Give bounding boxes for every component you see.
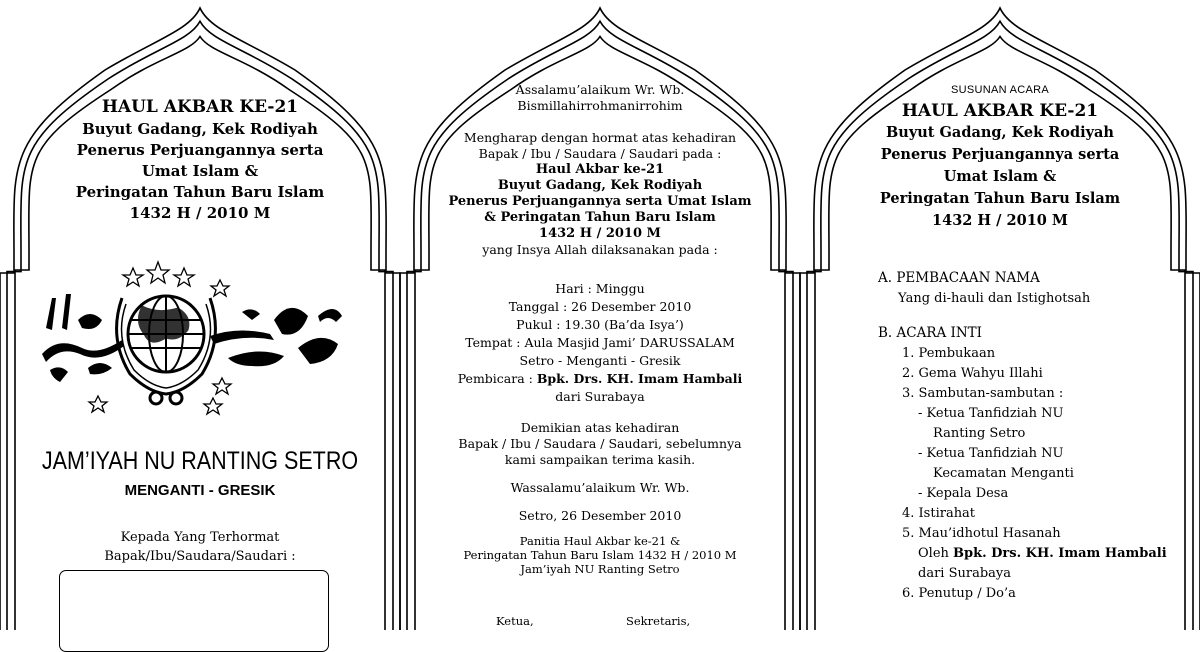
star-icon [174, 268, 194, 286]
organization-name: JAM’IYAH NU RANTING SETRO [41, 447, 359, 475]
cover-line: Penerus Perjuangannya serta [76, 141, 324, 159]
agenda-title: HAUL AKBAR KE-21 [901, 101, 1099, 121]
star-icon [204, 398, 222, 414]
greeting: Assalamu’alaikum Wr. Wb. [515, 82, 685, 97]
star-icon [213, 378, 231, 394]
cover-line: Umat Islam & [141, 162, 259, 180]
agenda-label: SUSUNAN ACARA [950, 84, 1050, 96]
agenda-item: 5. Mau’idhotul Hasanah [902, 526, 1061, 541]
star-icon [123, 268, 143, 286]
sign-chairman: Ketua, [496, 614, 534, 628]
agenda-panel [800, 0, 1200, 630]
star-icon [211, 280, 229, 296]
event-line: Penerus Perjuangannya serta Umat Islam [448, 194, 752, 209]
agenda-title-line: Umat Islam & [943, 168, 1057, 185]
section-a-description: Yang di-hauli dan Istighotsah [898, 291, 1091, 306]
nu-emblem-logo [38, 258, 348, 418]
organization-location: MENGANTI - GRESIK [124, 482, 276, 499]
agenda-item: 3. Sambutan-sambutan : [902, 386, 1064, 401]
agenda-speaker [878, 544, 1167, 564]
star-icon [147, 262, 169, 283]
agenda-subitem-cont: Kecamatan Menganti [933, 466, 1074, 481]
sign-secretary: Sekretaris, [626, 614, 691, 628]
agenda-item: 1. Pembukaan [902, 346, 996, 361]
agenda-title-line: 1432 H / 2010 M [932, 212, 1068, 229]
agenda-item: 2. Gema Wahyu Illahi [902, 366, 1043, 381]
event-line: Buyut Gadang, Kek Rodiyah [497, 178, 703, 193]
event-day: Hari : Minggu [555, 281, 645, 296]
address-box [59, 570, 329, 652]
agenda-title-line: Penerus Perjuangannya serta [880, 146, 1120, 163]
intro-line: Mengharap dengan hormat atas kehadiran [463, 130, 737, 145]
event-time: Pukul : 19.30 (Ba’da Isya’) [516, 317, 684, 332]
committee-line: Peringatan Tahun Baru Islam 1432 H / 2010 M [463, 548, 737, 562]
place-date: Setro, 26 Desember 2010 [518, 508, 682, 523]
cover-title: HAUL AKBAR KE-21 [101, 97, 299, 117]
event-line: 1432 H / 2010 M [539, 226, 661, 241]
organization-block [0, 447, 400, 499]
speaker-name: Bpk. Drs. KH. Imam Hambali [536, 371, 743, 386]
agenda-title-line: Peringatan Tahun Baru Islam [879, 190, 1121, 207]
wassalam: Wassalamu’alaikum Wr. Wb. [510, 480, 690, 495]
cover-panel [0, 0, 400, 630]
recipient-block [0, 528, 400, 566]
speaker-from: dari Surabaya [918, 566, 1011, 581]
agenda-subitem: - Ketua Tanfidziah NU [918, 406, 1064, 421]
event-line: & Peringatan Tahun Baru Islam [484, 210, 716, 225]
event-place: Tempat : Aula Masjid Jami’ DARUSSALAM [465, 335, 735, 350]
agenda-subitem: - Ketua Tanfidziah NU [918, 446, 1064, 461]
star-icon [89, 396, 107, 412]
speaker-prefix: Oleh [918, 546, 954, 561]
agenda-subitem: - Kepala Desa [918, 486, 1009, 501]
agenda-subitem-cont: Ranting Setro [933, 426, 1026, 441]
event-place-2: Setro - Menganti - Gresik [519, 353, 681, 368]
event-speaker [400, 370, 800, 388]
section-a-heading: A. PEMBACAAN NAMA [878, 270, 1040, 286]
closing-line: Bapak / Ibu / Saudara / Saudari, sebelumnya [458, 436, 742, 451]
invitation-body [400, 82, 800, 576]
agenda-title-line: Buyut Gadang, Kek Rodiyah [886, 124, 1114, 141]
cover-line: Peringatan Tahun Baru Islam [75, 183, 325, 201]
speaker-prefix: Pembicara : [457, 371, 537, 386]
agenda-item: 6. Penutup / Do’a [902, 586, 1016, 601]
committee-line: Panitia Haul Akbar ke-21 & [519, 534, 681, 548]
invitation-panel [400, 0, 800, 630]
intro-line: Bapak / Ibu / Saudara / Saudari pada : [478, 146, 722, 161]
agenda-list [878, 268, 1167, 604]
cover-line: 1432 H / 2010 M [129, 204, 271, 222]
bismillah: Bismillahirrohmanirrohim [517, 98, 683, 113]
closing-line: kami sampaikan terima kasih. [504, 452, 696, 467]
recipient-line: Bapak/Ibu/Saudara/Saudari : [104, 549, 296, 564]
event-date: Tanggal : 26 Desember 2010 [508, 299, 692, 314]
cover-line: Buyut Gadang, Kek Rodiyah [82, 120, 318, 138]
section-b-heading: B. ACARA INTI [878, 325, 983, 341]
speaker-name: Bpk. Drs. KH. Imam Hambali [953, 546, 1167, 561]
recipient-line: Kepada Yang Terhormat [120, 530, 280, 545]
closing-line: Demikian atas kehadiran [520, 420, 680, 435]
event-line: Haul Akbar ke-21 [535, 162, 665, 177]
cover-title-block [0, 96, 400, 224]
agenda-item: 4. Istirahat [902, 506, 976, 521]
committee-line: Jam’iyah NU Ranting Setro [520, 562, 680, 576]
speaker-from: dari Surabaya [555, 389, 645, 404]
agenda-title-block [800, 100, 1200, 232]
insya-line: yang Insya Allah dilaksanakan pada : [482, 242, 718, 257]
